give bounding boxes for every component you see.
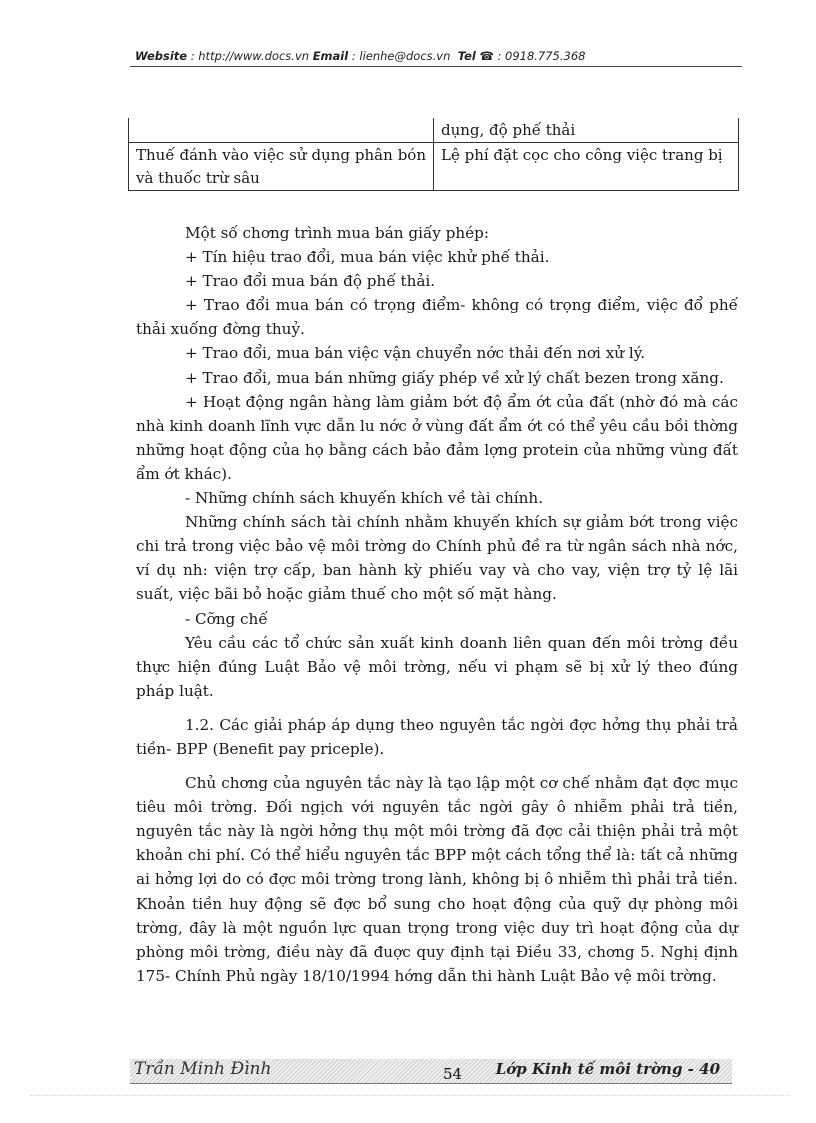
section-heading: - Những chính sách khuyến khích về tài chính. [185, 489, 544, 508]
table-cell-right: dụng, độ phế thải [434, 118, 739, 143]
list-item: + Trao đổi mua bán độ phế thải. [185, 272, 436, 291]
telephone-icon: ☎ [479, 49, 494, 63]
paragraph: Những chính sách tài chính nhằm khuyến khích sự giảm bớt trong việc chi trả trong việc bảo vệ môi trờng do Chính phủ đề ra từ ngân sách nhà nớc, ví dụ nh: viện trợ cấp, ban hành kỳ phiếu vay và cho vay, viện trợ tỷ lệ lãi suất, việc bãi bỏ hoặc giảm thuế cho một số mặt hàng. [136, 513, 738, 604]
document-body [136, 221, 738, 988]
paragraph: Một số chơng trình mua bán giấy phép: [185, 224, 489, 242]
header-divider [130, 66, 742, 67]
table-row [129, 118, 739, 143]
list-item: + Trao đổi, mua bán những giấy phép về xử lý chất bezen trong xăng. [185, 368, 724, 387]
section-heading: - Cỡng chế [185, 609, 268, 628]
list-item: + Hoạt động ngân hàng làm giảm bớt độ ẩm ớt của đất (nhờ đó mà các nhà kinh doanh lĩnh vực dẫn lu nớc ở vùng đất ẩm ớt có thể yêu cầu bồi thờng những hoạt động của họ bằng cách bảo đảm lợng protein của những vùng đất ẩm ớt khác). [136, 392, 738, 483]
list-item: + Trao đổi, mua bán việc vận chuyển nớc thải đến nơi xử lý. [185, 344, 646, 363]
table-cell-right: Lệ phí đặt cọc cho công việc trang bị [434, 143, 739, 191]
paragraph: Yêu cầu các tổ chức sản xuất kinh doanh liên quan đến môi trờng đều thực hiện đúng Luật Bảo vệ môi trờng, nếu vi phạm sẽ bị xử lý theo đúng pháp luật. [136, 633, 738, 700]
table-cell-left [129, 118, 434, 143]
email-label: Email [312, 49, 349, 63]
footer-course: Lớp Kinh tế môi trờng - 40 [495, 1060, 720, 1078]
list-item: + Tín hiệu trao đổi, mua bán việc khử phế thải. [185, 248, 550, 267]
bottom-divider [30, 1095, 790, 1096]
list-item: + Trao đổi mua bán có trọng điểm- không có trọng điểm, việc đổ phế thải xuống đờng thuỷ. [136, 296, 738, 339]
website-separator: : [187, 49, 199, 63]
footer-author: Trần Minh Đình [134, 1059, 272, 1079]
page-footer [130, 1059, 732, 1084]
email-separator: : [348, 49, 360, 63]
policy-table [128, 118, 739, 191]
email-address[interactable]: lienhe@docs.vn [359, 49, 451, 63]
tel-label: Tel [457, 49, 476, 63]
table-cell-left: Thuế đánh vào việc sử dụng phân bón và thuốc trừ sâu [129, 143, 434, 191]
website-url[interactable]: http://www.docs.vn [198, 49, 310, 63]
page-number: 54 [443, 1065, 463, 1083]
page-header [135, 49, 740, 63]
website-label: Website [135, 49, 188, 63]
tel-separator: : [493, 49, 505, 63]
table-row [129, 143, 739, 191]
subsection-heading: 1.2. Các giải pháp áp dụng theo nguyên tắc ngời đợc hởng thụ phải trả tiền- BPP (Benefit pay priceple). [136, 715, 738, 758]
paragraph: Chủ chơng của nguyên tắc này là tạo lập một cơ chế nhằm đạt đợc mục tiêu môi trờng. Đối ngịch với nguyên tắc ngời gây ô nhiễm phải trả tiền, nguyên tắc này là ngời hởng thụ một môi trờng đã đợc cải thiện phải trả một khoản chi phí. Có thể hiểu nguyên tắc BPP một cách tổng thể là: tất cả những ai hởng lợi do có đợc môi trờng trong lành, không bị ô nhiễm thì phải trả tiền. Khoản tiền huy động sẽ đợc bổ sung cho hoạt động của quỹ dự phòng môi trờng, đây là một nguồn lực quan trọng trong việc duy trì hoạt động của dự phòng môi trờng, điều này đã đuợc quy định tại Điều 33, chơng 5. Nghị định 175- Chính Phủ ngày 18/10/1994 hớng dẫn thi hành Luật Bảo vệ môi trờng. [136, 774, 738, 985]
tel-number: 0918.775.368 [505, 49, 586, 63]
